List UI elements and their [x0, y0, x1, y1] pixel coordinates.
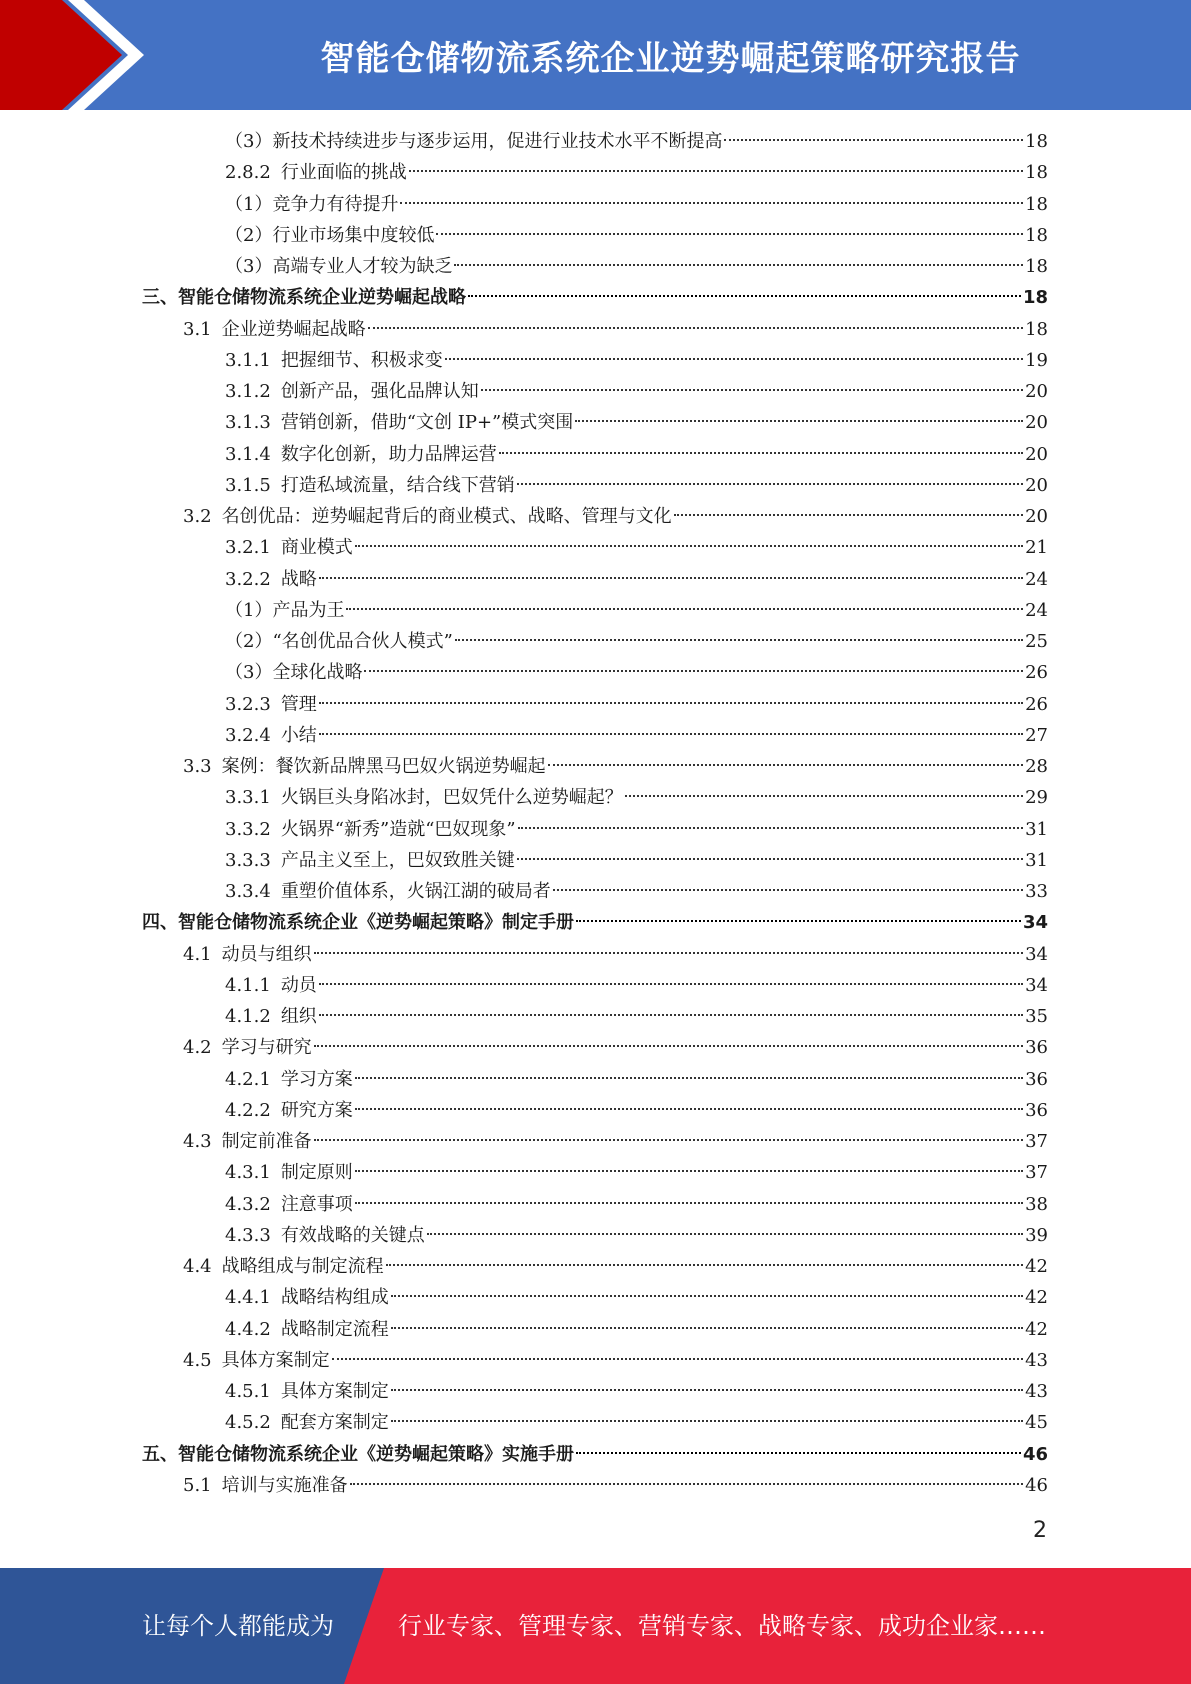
toc-entry-number: 4.4.1	[225, 1287, 271, 1309]
toc-entry[interactable]	[225, 814, 1048, 845]
toc-dot-leader	[314, 952, 1023, 954]
footer-slogan-right: 行业专家、管理专家、营销专家、战略专家、成功企业家……	[398, 1612, 1046, 1640]
toc-entry-page: 36	[1025, 1099, 1048, 1121]
page-number: 2	[1033, 1518, 1047, 1543]
toc-entry[interactable]	[183, 1032, 1048, 1063]
toc-entry-number: 3.2	[183, 506, 212, 527]
toc-entry-title: 企业逆势崛起战略	[221, 318, 366, 340]
toc-entry-number: （3）	[225, 131, 273, 152]
toc-entry-page: 37	[1025, 1131, 1048, 1152]
toc-dot-leader	[319, 1014, 1023, 1016]
toc-entry-number: 3.3.2	[225, 818, 271, 840]
toc-dot-leader	[517, 858, 1023, 860]
header-chevron-decoration	[0, 0, 160, 110]
toc-entry-number: 3.1.3	[225, 412, 271, 434]
toc-entry-title: 智能仓储物流系统企业《逆势崛起策略》实施手册	[178, 1443, 574, 1465]
toc-entry-page: 18	[1022, 287, 1048, 309]
toc-entry-number: （1）	[225, 599, 273, 621]
toc-entry-number: 3.2.1	[225, 537, 271, 559]
toc-dot-leader	[468, 295, 1021, 297]
toc-entry-title: 商业模式	[280, 537, 353, 559]
toc-dot-leader	[517, 483, 1023, 485]
toc-entry[interactable]	[225, 1157, 1048, 1188]
toc-entry-title: 智能仓储物流系统企业逆势崛起战略	[178, 287, 466, 309]
toc-dot-leader	[575, 420, 1023, 422]
toc-entry-page: 38	[1025, 1193, 1048, 1215]
toc-entry-title: 注意事项	[280, 1193, 353, 1215]
toc-entry-title: 名创优品：逆势崛起背后的商业模式、战略、管理与文化	[221, 506, 672, 527]
toc-entry-title: 打造私域流量，结合线下营销	[280, 474, 515, 496]
toc-entry-number: 3.2.4	[225, 724, 271, 746]
toc-entry[interactable]	[183, 1470, 1048, 1501]
toc-entry-page: 20	[1025, 506, 1048, 527]
toc-entry-number: 4.2.1	[225, 1068, 271, 1090]
toc-entry-page: 18	[1025, 162, 1048, 184]
toc-entry[interactable]	[225, 1001, 1048, 1032]
toc-entry[interactable]	[225, 1407, 1048, 1438]
toc-entry-page: 29	[1025, 787, 1048, 809]
toc-entry-title: 案例：餐饮新品牌黑马巴奴火锅逆势崛起	[221, 756, 546, 777]
toc-entry[interactable]	[225, 970, 1048, 1001]
toc-entry-title: 战略	[280, 568, 317, 590]
toc-entry-page: 37	[1025, 1162, 1048, 1184]
toc-entry[interactable]	[225, 689, 1048, 720]
toc-entry-title: 创新产品，强化品牌认知	[280, 381, 479, 402]
toc-dot-leader	[364, 670, 1023, 672]
toc-entry-title: 行业市场集中度较低	[272, 224, 435, 246]
toc-dot-leader	[553, 889, 1023, 891]
toc-entry-title: 战略制定流程	[280, 1318, 389, 1340]
toc-entry-title: 管理	[280, 693, 317, 715]
toc-entry-page: 39	[1025, 1224, 1048, 1246]
toc-entry-page: 36	[1025, 1037, 1048, 1059]
toc-entry-number: 四、	[142, 912, 178, 934]
toc-entry-page: 20	[1025, 474, 1048, 496]
toc-dot-leader	[319, 702, 1023, 704]
toc-dot-leader	[355, 545, 1023, 547]
toc-entry[interactable]	[183, 1345, 1048, 1376]
toc-entry[interactable]	[225, 782, 1048, 813]
page-header	[0, 0, 1191, 110]
toc-entry-title: 动员与组织	[221, 943, 312, 965]
toc-entry-number: 4.3.2	[225, 1193, 271, 1215]
toc-entry[interactable]	[225, 1282, 1048, 1313]
toc-entry[interactable]	[225, 532, 1048, 563]
toc-dot-leader	[548, 764, 1023, 766]
toc-entry-title: 动员	[280, 974, 317, 996]
toc-entry[interactable]	[225, 845, 1048, 876]
toc-dot-leader	[455, 639, 1023, 641]
toc-entry[interactable]	[225, 876, 1048, 907]
toc-entry[interactable]	[183, 1126, 1048, 1157]
toc-dot-leader	[319, 983, 1023, 985]
toc-entry[interactable]	[225, 1064, 1048, 1095]
toc-entry-title: 配套方案制定	[280, 1412, 389, 1434]
page-footer	[0, 1568, 1191, 1684]
toc-entry[interactable]	[183, 751, 1048, 782]
toc-entry-title: 火锅界“新秀”造就“巴奴现象”	[280, 818, 516, 840]
toc-entry[interactable]	[183, 501, 1048, 532]
toc-entry-title: 竞争力有待提升	[272, 193, 399, 215]
toc-entry-title: 营销创新，借助“文创 IP+”模式突围	[280, 412, 574, 434]
toc-entry-page: 42	[1025, 1318, 1048, 1340]
toc-entry-number: 3.3.1	[225, 787, 271, 809]
toc-entry-page: 45	[1025, 1412, 1048, 1434]
toc-entry-page: 19	[1025, 349, 1048, 371]
toc-entry-number: 4.2.2	[225, 1099, 271, 1121]
toc-entry[interactable]	[225, 345, 1048, 376]
toc-entry-number: （2）	[225, 224, 273, 246]
toc-entry-page: 35	[1025, 1006, 1048, 1027]
toc-entry[interactable]	[225, 1376, 1048, 1407]
toc-dot-leader	[445, 358, 1023, 360]
toc-entry-page: 27	[1025, 724, 1048, 746]
toc-dot-leader	[391, 1420, 1023, 1422]
toc-entry-number: 5.1	[183, 1474, 212, 1496]
toc-dot-leader	[499, 452, 1023, 454]
toc-entry-page: 18	[1025, 131, 1048, 152]
toc-entry-page: 20	[1025, 412, 1048, 434]
toc-entry-title: 有效战略的关键点	[280, 1224, 425, 1246]
toc-entry[interactable]	[225, 720, 1048, 751]
toc-entry-number: 4.3	[183, 1131, 212, 1152]
toc-entry[interactable]	[225, 157, 1048, 188]
toc-entry-title: 产品主义至上，巴奴致胜关键	[280, 849, 515, 871]
toc-dot-leader	[355, 1170, 1023, 1172]
toc-entry-title: 智能仓储物流系统企业《逆势崛起策略》制定手册	[178, 912, 574, 934]
toc-entry-page: 18	[1025, 193, 1048, 215]
toc-entry-number: 3.2.3	[225, 693, 271, 715]
toc-dot-leader	[724, 139, 1023, 141]
toc-entry-number: 4.5.2	[225, 1412, 271, 1434]
toc-entry-number: 4.5	[183, 1349, 212, 1371]
toc-entry-page: 34	[1025, 974, 1048, 996]
toc-entry-page: 18	[1025, 224, 1048, 246]
toc-dot-leader	[319, 733, 1023, 735]
toc-entry-page: 36	[1025, 1068, 1048, 1090]
toc-entry-number: 4.3.3	[225, 1224, 271, 1246]
toc-entry-number: 3.1	[183, 318, 212, 340]
toc-entry-number: 2.8.2	[225, 162, 271, 184]
toc-entry[interactable]	[225, 251, 1048, 282]
toc-dot-leader	[319, 577, 1023, 579]
toc-entry-number: （2）	[225, 631, 273, 652]
toc-dot-leader	[400, 202, 1023, 204]
toc-entry[interactable]	[183, 939, 1048, 970]
toc-entry-number: 4.1.1	[225, 974, 271, 996]
toc-entry[interactable]	[183, 1251, 1048, 1282]
toc-entry[interactable]	[142, 907, 1048, 938]
toc-entry-number: 3.1.2	[225, 381, 271, 402]
toc-entry[interactable]	[225, 1095, 1048, 1126]
toc-entry-title: 小结	[280, 724, 317, 746]
toc-entry-title: 学习方案	[280, 1068, 353, 1090]
toc-dot-leader	[576, 1452, 1021, 1454]
toc-entry[interactable]	[225, 1220, 1048, 1251]
toc-entry-page: 24	[1025, 568, 1048, 590]
toc-entry-page: 21	[1025, 537, 1048, 559]
toc-entry-page: 24	[1025, 599, 1048, 621]
toc-dot-leader	[391, 1295, 1023, 1297]
toc-dot-leader	[332, 1358, 1023, 1360]
toc-entry-number: 3.2.2	[225, 568, 271, 590]
toc-entry-page: 26	[1025, 693, 1048, 715]
toc-entry-title: “名创优品合伙人模式”	[272, 631, 453, 652]
toc-entry-page: 33	[1025, 881, 1048, 902]
toc-dot-leader	[436, 233, 1023, 235]
toc-entry[interactable]	[225, 376, 1048, 407]
toc-entry[interactable]	[225, 407, 1048, 438]
footer-slogan-left: 让每个人都能成为	[142, 1612, 334, 1640]
toc-entry-page: 43	[1025, 1349, 1048, 1371]
toc-entry-title: 组织	[280, 1006, 317, 1027]
toc-entry-number: 3.3.3	[225, 849, 271, 871]
toc-entry[interactable]	[225, 1314, 1048, 1345]
toc-entry-title: 行业面临的挑战	[280, 162, 407, 184]
toc-dot-leader	[314, 1139, 1023, 1141]
toc-entry-number: （1）	[225, 193, 273, 215]
toc-entry[interactable]	[225, 439, 1048, 470]
toc-entry-title: 高端专业人才较为缺乏	[272, 256, 453, 277]
toc-entry-title: 重塑价值体系，火锅江湖的破局者	[280, 881, 551, 902]
toc-entry-title: 战略结构组成	[280, 1287, 389, 1309]
toc-entry[interactable]	[142, 1439, 1048, 1470]
toc-dot-leader	[355, 1202, 1023, 1204]
toc-entry-title: 研究方案	[280, 1099, 353, 1121]
toc-entry-page: 26	[1025, 662, 1048, 684]
toc-entry-title: 制定原则	[280, 1162, 353, 1184]
toc-entry-title: 制定前准备	[221, 1131, 312, 1152]
toc-entry-title: 学习与研究	[221, 1037, 312, 1059]
toc-entry-page: 31	[1025, 818, 1048, 840]
toc-entry-number: 3.1.4	[225, 443, 271, 465]
toc-entry-title: 全球化战略	[272, 662, 363, 684]
toc-entry[interactable]	[225, 189, 1048, 220]
toc-entry-number: 4.3.1	[225, 1162, 271, 1184]
toc-entry[interactable]	[183, 314, 1048, 345]
toc-entry-page: 42	[1025, 1256, 1048, 1277]
toc-entry[interactable]	[225, 1189, 1048, 1220]
toc-dot-leader	[355, 1077, 1023, 1079]
toc-entry-title: 具体方案制定	[221, 1349, 330, 1371]
toc-entry-title: 产品为王	[272, 599, 345, 621]
toc-entry[interactable]	[225, 657, 1048, 688]
toc-entry-number: 三、	[142, 287, 178, 309]
toc-entry[interactable]	[225, 470, 1048, 501]
toc-entry[interactable]	[142, 282, 1048, 313]
toc-dot-leader	[427, 1233, 1023, 1235]
toc-entry[interactable]	[225, 626, 1048, 657]
toc-entry-page: 20	[1025, 381, 1048, 402]
toc-entry-title: 火锅巨头身陷冰封，巴奴凭什么逆势崛起？	[280, 787, 623, 809]
toc-entry-number: 4.1	[183, 943, 212, 965]
toc-entry-title: 数字化创新，助力品牌运营	[280, 443, 497, 465]
toc-dot-leader	[386, 1264, 1023, 1266]
toc-entry-page: 20	[1025, 443, 1048, 465]
toc-entry-number: （3）	[225, 256, 273, 277]
toc-dot-leader	[391, 1389, 1023, 1391]
toc-entry-page: 34	[1022, 912, 1048, 934]
toc-dot-leader	[409, 170, 1023, 172]
toc-entry-number: 3.1.1	[225, 349, 271, 371]
toc-dot-leader	[454, 264, 1023, 266]
toc-dot-leader	[350, 1483, 1023, 1485]
toc-entry-title: 具体方案制定	[280, 1381, 389, 1402]
toc-entry-number: 4.1.2	[225, 1006, 271, 1027]
toc-entry-number: 五、	[142, 1443, 178, 1465]
toc-entry-number: 3.1.5	[225, 474, 271, 496]
toc-entry-number: 4.4	[183, 1256, 212, 1277]
toc-entry-page: 46	[1025, 1474, 1048, 1496]
toc-dot-leader	[518, 827, 1023, 829]
toc-entry-number: 3.3	[183, 756, 212, 777]
document-title: 智能仓储物流系统企业逆势崛起策略研究报告	[320, 38, 1021, 79]
toc-entry-title: 战略组成与制定流程	[221, 1256, 384, 1277]
toc-entry-page: 25	[1025, 631, 1048, 652]
toc-entry-number: 4.5.1	[225, 1381, 271, 1402]
toc-entry-page: 18	[1025, 256, 1048, 277]
toc-dot-leader	[674, 514, 1023, 516]
toc-dot-leader	[346, 608, 1023, 610]
toc-entry-page: 34	[1025, 943, 1048, 965]
toc-dot-leader	[576, 920, 1021, 922]
toc-entry-page: 28	[1025, 756, 1048, 777]
toc-dot-leader	[355, 1108, 1023, 1110]
toc-dot-leader	[314, 1045, 1023, 1047]
toc-entry-page: 18	[1025, 318, 1048, 340]
toc-entry-page: 43	[1025, 1381, 1048, 1402]
toc-entry-title: 把握细节、积极求变	[280, 349, 443, 371]
toc-dot-leader	[391, 1327, 1023, 1329]
toc-entry[interactable]	[225, 220, 1048, 251]
toc-entry-page: 42	[1025, 1287, 1048, 1309]
toc-entry[interactable]	[225, 126, 1048, 157]
toc-entry[interactable]	[225, 595, 1048, 626]
toc-entry[interactable]	[225, 564, 1048, 595]
toc-entry-page: 46	[1022, 1443, 1048, 1465]
toc-dot-leader	[481, 389, 1023, 391]
toc-entry-number: 4.4.2	[225, 1318, 271, 1340]
toc-entry-number: 4.2	[183, 1037, 212, 1059]
toc-entry-number: 3.3.4	[225, 881, 271, 902]
toc-entry-title: 新技术持续进步与逐步运用，促进行业技术水平不断提高	[272, 131, 723, 152]
toc-entry-title: 培训与实施准备	[221, 1474, 348, 1496]
toc-dot-leader	[625, 795, 1023, 797]
toc-entry-number: （3）	[225, 662, 273, 684]
toc-entry-page: 31	[1025, 849, 1048, 871]
toc-dot-leader	[368, 327, 1023, 329]
